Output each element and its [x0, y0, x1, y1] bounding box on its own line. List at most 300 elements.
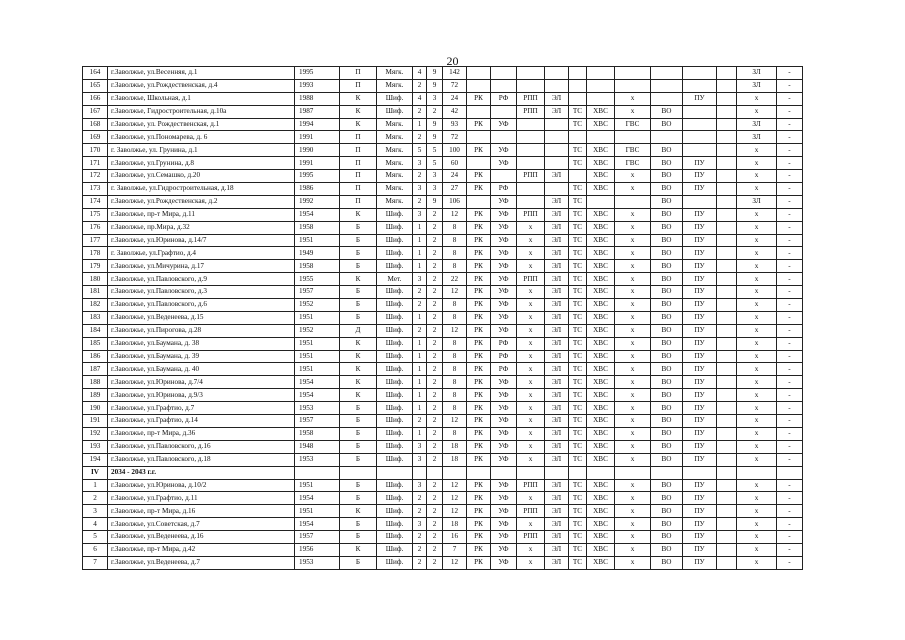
- cell-row-number: 188: [83, 376, 108, 389]
- cell-entrances: 1: [413, 118, 427, 131]
- cell-wall-material: К: [340, 376, 377, 389]
- cell-address: г.Заволжье, ул.Юринова, д.14/7: [108, 234, 295, 247]
- cell-floors: 2: [427, 518, 443, 531]
- cell-result: х: [737, 518, 777, 531]
- cell-electric: [545, 183, 569, 196]
- cell-roof-type: Мягк.: [377, 131, 413, 144]
- cell-roof-type: Шиф.: [377, 363, 413, 376]
- cell-note: -: [777, 402, 803, 415]
- cell-wall-material: Б: [340, 492, 377, 505]
- cell-heating: ТС: [569, 260, 587, 273]
- cell-note: -: [777, 492, 803, 505]
- cell-basement-repair: х: [517, 299, 545, 312]
- cell-roof-repair: РК: [467, 492, 491, 505]
- cell-heating: ТС: [569, 195, 587, 208]
- cell-year-built: 1951: [295, 505, 340, 518]
- cell-note: -: [777, 531, 803, 544]
- cell-extra: [717, 324, 737, 337]
- cell-address: г.Заволжье, ул.Грунина, д.8: [108, 157, 295, 170]
- cell-wall-material: Б: [340, 479, 377, 492]
- cell-hot-water: [615, 79, 651, 92]
- cell-drainage: ВО: [651, 105, 683, 118]
- cell-wall-material: К: [340, 92, 377, 105]
- cell-meters: ПУ: [683, 350, 717, 363]
- cell-row-number: 6: [83, 543, 108, 556]
- cell-roof-repair: РК: [467, 389, 491, 402]
- cell-meters: ПУ: [683, 337, 717, 350]
- cell-roof-repair: [467, 67, 491, 80]
- cell-entrances: 1: [413, 427, 427, 440]
- cell-result: х: [737, 505, 777, 518]
- cell-facade-repair: УФ: [491, 260, 517, 273]
- cell-facade-repair: УФ: [491, 221, 517, 234]
- cell-basement-repair: х: [517, 221, 545, 234]
- cell-electric: ЭЛ: [545, 518, 569, 531]
- table-body-2034-2043: [83, 479, 803, 569]
- cell-wall-material: П: [340, 170, 377, 183]
- cell-cold-water: ХВС: [587, 389, 615, 402]
- cell-hot-water: х: [615, 363, 651, 376]
- cell-floors: 2: [427, 273, 443, 286]
- cell-roof-repair: [467, 157, 491, 170]
- cell-cold-water: ХВС: [587, 311, 615, 324]
- cell-cold-water: [587, 79, 615, 92]
- cell-note: -: [777, 337, 803, 350]
- cell-drainage: ВО: [651, 427, 683, 440]
- cell-row-number: 4: [83, 518, 108, 531]
- cell-entrances: 3: [413, 157, 427, 170]
- cell-wall-material: Б: [340, 299, 377, 312]
- cell-row-number: 184: [83, 324, 108, 337]
- cell-facade-repair: УФ: [491, 324, 517, 337]
- cell-electric: ЭЛ: [545, 170, 569, 183]
- cell-note: -: [777, 556, 803, 569]
- cell-floors: 2: [427, 376, 443, 389]
- cell-wall-material: П: [340, 195, 377, 208]
- cell-entrances: 5: [413, 144, 427, 157]
- section-header: [83, 466, 803, 479]
- cell-extra: [717, 273, 737, 286]
- cell-meters: [683, 79, 717, 92]
- cell-note: -: [777, 118, 803, 131]
- cell-electric: ЭЛ: [545, 415, 569, 428]
- cell-electric: ЭЛ: [545, 543, 569, 556]
- cell-heating: ТС: [569, 440, 587, 453]
- cell-electric: ЭЛ: [545, 453, 569, 466]
- cell-basement-repair: х: [517, 556, 545, 569]
- cell-floors: 2: [427, 234, 443, 247]
- cell-basement-repair: [517, 131, 545, 144]
- cell-apartments: 106: [443, 195, 467, 208]
- cell-note: -: [777, 67, 803, 80]
- cell-result: х: [737, 273, 777, 286]
- cell-cold-water: ХВС: [587, 415, 615, 428]
- cell-cold-water: ХВС: [587, 363, 615, 376]
- cell-year-built: 1954: [295, 376, 340, 389]
- cell-basement-repair: [517, 195, 545, 208]
- cell-wall-material: К: [340, 118, 377, 131]
- cell-year-built: 1951: [295, 337, 340, 350]
- cell-note: -: [777, 363, 803, 376]
- cell-wall-material: К: [340, 389, 377, 402]
- cell-extra: [717, 479, 737, 492]
- cell-row-number: 1: [83, 479, 108, 492]
- page-number: 20: [446, 54, 459, 68]
- cell-row-number: 177: [83, 234, 108, 247]
- cell-cold-water: ХВС: [587, 157, 615, 170]
- table-row: [83, 234, 803, 247]
- cell-hot-water: х: [615, 479, 651, 492]
- cell-basement-repair: х: [517, 518, 545, 531]
- cell-apartments: 60: [443, 157, 467, 170]
- table-row: [83, 67, 803, 80]
- table-row: [83, 92, 803, 105]
- cell-drainage: ВО: [651, 531, 683, 544]
- cell-apartments: 72: [443, 131, 467, 144]
- cell-year-built: 1955: [295, 273, 340, 286]
- cell-year-built: 1949: [295, 247, 340, 260]
- table-row: [83, 247, 803, 260]
- cell-result: х: [737, 208, 777, 221]
- cell-roof-type: Шиф.: [377, 350, 413, 363]
- cell-floors: 2: [427, 427, 443, 440]
- table-row: [83, 531, 803, 544]
- cell-meters: ПУ: [683, 260, 717, 273]
- cell-apartments: 8: [443, 363, 467, 376]
- cell-entrances: 2: [413, 505, 427, 518]
- cell-roof-type: Шиф.: [377, 208, 413, 221]
- cell-floors: 2: [427, 221, 443, 234]
- table-row: [83, 415, 803, 428]
- cell-address: г.Заволжье, ул.Мичурина, д.17: [108, 260, 295, 273]
- cell-facade-repair: УФ: [491, 492, 517, 505]
- cell-basement-repair: х: [517, 402, 545, 415]
- cell-meters: ПУ: [683, 234, 717, 247]
- cell-entrances: 1: [413, 363, 427, 376]
- cell-facade-repair: УФ: [491, 402, 517, 415]
- cell-wall-material: Б: [340, 247, 377, 260]
- cell-facade-repair: УФ: [491, 144, 517, 157]
- cell-roof-type: Шиф.: [377, 234, 413, 247]
- cell-hot-water: х: [615, 247, 651, 260]
- cell-address: г.Заволжье, ул.Рождественская, д.4: [108, 79, 295, 92]
- table-row: [83, 324, 803, 337]
- cell-electric: ЭЛ: [545, 260, 569, 273]
- cell-year-built: 1951: [295, 363, 340, 376]
- cell-floors: 2: [427, 247, 443, 260]
- cell-result: х: [737, 260, 777, 273]
- cell-wall-material: Б: [340, 234, 377, 247]
- cell-extra: [717, 531, 737, 544]
- cell-basement-repair: РПП: [517, 170, 545, 183]
- cell-drainage: ВО: [651, 440, 683, 453]
- cell-roof-repair: РК: [467, 440, 491, 453]
- cell-hot-water: х: [615, 556, 651, 569]
- cell-apartments: 24: [443, 170, 467, 183]
- cell-roof-type: Мягк.: [377, 170, 413, 183]
- cell-note: -: [777, 427, 803, 440]
- cell-roof-type: Шиф.: [377, 337, 413, 350]
- cell-basement-repair: х: [517, 376, 545, 389]
- cell-result: х: [737, 363, 777, 376]
- cell-facade-repair: УФ: [491, 195, 517, 208]
- cell-year-built: 1956: [295, 543, 340, 556]
- cell-floors: 2: [427, 543, 443, 556]
- cell-apartments: 18: [443, 518, 467, 531]
- cell-result: х: [737, 286, 777, 299]
- cell-address: г.Заволжье, ул.Павловского, д.3: [108, 286, 295, 299]
- cell-address: г.Заволжье, ул.Пономарева, д. 6: [108, 131, 295, 144]
- housing-register-table: [82, 66, 803, 570]
- table-row: [83, 195, 803, 208]
- cell-wall-material: К: [340, 350, 377, 363]
- cell-roof-repair: РК: [467, 350, 491, 363]
- table-row: [83, 311, 803, 324]
- cell-note: -: [777, 170, 803, 183]
- cell-meters: ПУ: [683, 208, 717, 221]
- section-row-2034-2043: [83, 466, 803, 479]
- cell-facade-repair: УФ: [491, 299, 517, 312]
- cell-address: г. Заволжье, ул. Грунина, д.1: [108, 144, 295, 157]
- table-row: [83, 208, 803, 221]
- cell-extra: [717, 505, 737, 518]
- cell-roof-repair: РК: [467, 415, 491, 428]
- cell-year-built: 1951: [295, 311, 340, 324]
- cell-result: х: [737, 105, 777, 118]
- cell-row-number: 185: [83, 337, 108, 350]
- cell-apartments: 18: [443, 440, 467, 453]
- cell-result: х: [737, 299, 777, 312]
- cell-cold-water: ХВС: [587, 350, 615, 363]
- cell-floors: 2: [427, 389, 443, 402]
- cell-result: х: [737, 492, 777, 505]
- cell-apartments: 12: [443, 415, 467, 428]
- cell-apartments: 8: [443, 389, 467, 402]
- cell-extra: [717, 337, 737, 350]
- cell-meters: [683, 105, 717, 118]
- cell-cold-water: ХВС: [587, 492, 615, 505]
- cell-address: г.Заволжье, ул.Графтио, д.11: [108, 492, 295, 505]
- cell-meters: ПУ: [683, 376, 717, 389]
- cell-roof-repair: РК: [467, 311, 491, 324]
- cell-address: г.Заволжье, ул.Баумана, д. 39: [108, 350, 295, 363]
- cell-electric: ЭЛ: [545, 350, 569, 363]
- cell-electric: ЭЛ: [545, 105, 569, 118]
- cell-roof-repair: РК: [467, 376, 491, 389]
- cell-entrances: 2: [413, 105, 427, 118]
- cell-wall-material: К: [340, 363, 377, 376]
- cell-electric: ЭЛ: [545, 195, 569, 208]
- cell-address: г.Заволжье, Школьная, д.1: [108, 92, 295, 105]
- cell-heating: ТС: [569, 208, 587, 221]
- cell-cold-water: ХВС: [587, 518, 615, 531]
- cell-basement-repair: х: [517, 492, 545, 505]
- cell-meters: [683, 118, 717, 131]
- cell-roof-repair: РК: [467, 363, 491, 376]
- cell-address: г.Заволжье, ул.Советская, д.7: [108, 518, 295, 531]
- cell-apartments: 12: [443, 324, 467, 337]
- cell-result: х: [737, 337, 777, 350]
- cell-wall-material: Б: [340, 221, 377, 234]
- cell-hot-water: [615, 195, 651, 208]
- cell-facade-repair: УФ: [491, 118, 517, 131]
- cell-result: х: [737, 440, 777, 453]
- cell-facade-repair: УФ: [491, 157, 517, 170]
- cell-row-number: 180: [83, 273, 108, 286]
- cell-electric: [545, 144, 569, 157]
- cell-electric: ЭЛ: [545, 376, 569, 389]
- cell-wall-material: Б: [340, 556, 377, 569]
- cell-roof-type: Шиф.: [377, 531, 413, 544]
- cell-year-built: 1952: [295, 324, 340, 337]
- cell-meters: [683, 67, 717, 80]
- cell-result: ЗЛ: [737, 79, 777, 92]
- cell-cold-water: ХВС: [587, 479, 615, 492]
- cell-hot-water: х: [615, 221, 651, 234]
- cell-roof-type: Шиф.: [377, 556, 413, 569]
- cell-hot-water: х: [615, 311, 651, 324]
- cell-extra: [717, 131, 737, 144]
- cell-hot-water: х: [615, 260, 651, 273]
- cell-heating: [569, 92, 587, 105]
- cell-extra: [717, 67, 737, 80]
- cell-note: -: [777, 144, 803, 157]
- cell-heating: ТС: [569, 415, 587, 428]
- cell-roof-repair: РК: [467, 337, 491, 350]
- cell-address: г.Заволжье, ул.Юринова, д.7/4: [108, 376, 295, 389]
- cell-hot-water: х: [615, 324, 651, 337]
- cell-cold-water: ХВС: [587, 337, 615, 350]
- cell-row-number: 189: [83, 389, 108, 402]
- cell-drainage: ВО: [651, 337, 683, 350]
- cell-meters: ПУ: [683, 505, 717, 518]
- cell-basement-repair: РПП: [517, 92, 545, 105]
- table-row: [83, 157, 803, 170]
- cell-hot-water: х: [615, 105, 651, 118]
- cell-cold-water: ХВС: [587, 324, 615, 337]
- cell-result: х: [737, 247, 777, 260]
- cell-basement-repair: х: [517, 234, 545, 247]
- cell-address: г.Заволжье, ул.Баумана, д. 40: [108, 363, 295, 376]
- cell-roof-type: Мягк.: [377, 67, 413, 80]
- cell-electric: ЭЛ: [545, 273, 569, 286]
- cell-note: -: [777, 195, 803, 208]
- cell-cold-water: ХВС: [587, 453, 615, 466]
- cell-drainage: ВО: [651, 286, 683, 299]
- cell-extra: [717, 350, 737, 363]
- cell-floors: 2: [427, 350, 443, 363]
- cell-note: -: [777, 415, 803, 428]
- cell-heating: ТС: [569, 144, 587, 157]
- cell-floors: 2: [427, 208, 443, 221]
- cell-wall-material: Д: [340, 324, 377, 337]
- cell-address: г.Заволжье, ул.Юринова, д.9/3: [108, 389, 295, 402]
- cell-heating: ТС: [569, 337, 587, 350]
- cell-note: -: [777, 183, 803, 196]
- cell-row-number: 165: [83, 79, 108, 92]
- cell-row-number: 183: [83, 311, 108, 324]
- cell-entrances: 2: [413, 131, 427, 144]
- cell-floors: 9: [427, 195, 443, 208]
- cell-heating: ТС: [569, 518, 587, 531]
- cell-basement-repair: х: [517, 350, 545, 363]
- cell-cold-water: ХВС: [587, 221, 615, 234]
- cell-roof-repair: РК: [467, 208, 491, 221]
- cell-entrances: 4: [413, 92, 427, 105]
- cell-note: -: [777, 79, 803, 92]
- cell-note: -: [777, 234, 803, 247]
- cell-note: -: [777, 311, 803, 324]
- cell-row-number: 179: [83, 260, 108, 273]
- cell-year-built: 1990: [295, 144, 340, 157]
- cell-floors: 2: [427, 402, 443, 415]
- cell-electric: ЭЛ: [545, 324, 569, 337]
- cell-result: х: [737, 183, 777, 196]
- cell-apartments: 8: [443, 311, 467, 324]
- cell-hot-water: х: [615, 170, 651, 183]
- cell-wall-material: Б: [340, 518, 377, 531]
- cell-roof-type: Шиф.: [377, 247, 413, 260]
- cell-row-number: 174: [83, 195, 108, 208]
- cell-basement-repair: [517, 67, 545, 80]
- cell-roof-repair: РК: [467, 543, 491, 556]
- cell-basement-repair: РПП: [517, 273, 545, 286]
- cell-drainage: [651, 92, 683, 105]
- cell-apartments: 7: [443, 543, 467, 556]
- cell-electric: ЭЛ: [545, 221, 569, 234]
- cell-meters: ПУ: [683, 363, 717, 376]
- cell-roof-repair: [467, 195, 491, 208]
- table-row: [83, 389, 803, 402]
- cell-roof-type: Шиф.: [377, 402, 413, 415]
- table-row: [83, 337, 803, 350]
- cell-roof-type: Шиф.: [377, 92, 413, 105]
- cell-cold-water: ХВС: [587, 183, 615, 196]
- cell-roof-type: Шиф.: [377, 286, 413, 299]
- cell-drainage: ВО: [651, 260, 683, 273]
- cell-meters: ПУ: [683, 247, 717, 260]
- cell-roof-repair: РК: [467, 479, 491, 492]
- cell-meters: ПУ: [683, 518, 717, 531]
- cell-floors: 9: [427, 67, 443, 80]
- cell-entrances: 3: [413, 273, 427, 286]
- cell-apartments: 18: [443, 453, 467, 466]
- cell-drainage: ВО: [651, 234, 683, 247]
- cell-heating: ТС: [569, 556, 587, 569]
- cell-roof-type: Шиф.: [377, 376, 413, 389]
- cell-floors: 2: [427, 363, 443, 376]
- cell-apartments: 8: [443, 376, 467, 389]
- cell-roof-repair: РК: [467, 402, 491, 415]
- cell-roof-repair: РК: [467, 273, 491, 286]
- cell-electric: ЭЛ: [545, 286, 569, 299]
- cell-electric: [545, 79, 569, 92]
- cell-basement-repair: х: [517, 440, 545, 453]
- cell-apartments: 8: [443, 260, 467, 273]
- cell-basement-repair: [517, 144, 545, 157]
- cell-extra: [717, 247, 737, 260]
- cell-basement-repair: РПП: [517, 479, 545, 492]
- cell-hot-water: х: [615, 427, 651, 440]
- cell-drainage: ВО: [651, 118, 683, 131]
- cell-heating: ТС: [569, 492, 587, 505]
- cell-hot-water: х: [615, 208, 651, 221]
- cell-floors: 2: [427, 453, 443, 466]
- cell-address: г.Заволжье, ул.Пирогова, д.28: [108, 324, 295, 337]
- cell-roof-type: Мягк.: [377, 195, 413, 208]
- cell-facade-repair: РФ: [491, 337, 517, 350]
- cell-cold-water: ХВС: [587, 260, 615, 273]
